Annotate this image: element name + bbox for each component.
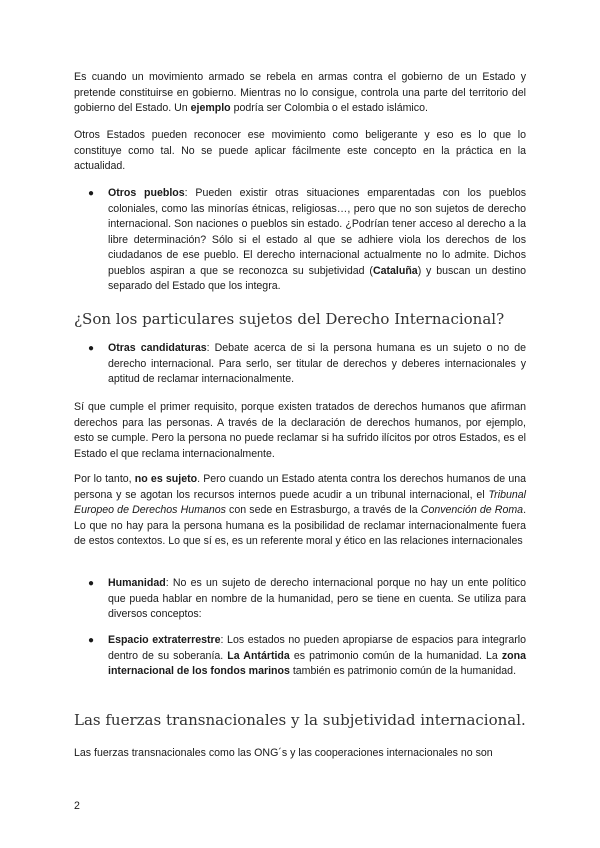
bullet-text bbox=[108, 633, 526, 680]
bullet-title: Humanidad bbox=[108, 577, 166, 589]
bold-term: ejemplo bbox=[190, 102, 231, 114]
bold-term: no es sujeto bbox=[134, 473, 198, 485]
bullet-marker-icon: ● bbox=[88, 578, 95, 589]
bullet-body: : No es un sujeto de derecho internacional porque no hay un ente político que pueda hablar en nombre de la humanidad, pero se tiene en cuenta. Se utiliza para diversos conceptos: bbox=[108, 577, 526, 620]
bullet-otras-candidaturas bbox=[88, 341, 526, 388]
bullet-text bbox=[108, 576, 526, 623]
bullet-body: también es patrimonio común de la humanidad. bbox=[289, 665, 517, 677]
bullet-marker-icon: ● bbox=[88, 635, 95, 646]
paragraph-no-es-sujeto bbox=[74, 472, 526, 550]
italic-term: Convención de Roma bbox=[420, 504, 524, 516]
paragraph-text: Las fuerzas transnacionales como las ONG´s y las cooperaciones internacionales no son bbox=[74, 747, 493, 759]
paragraph-text: Sí que cumple el primer requisito, porque existen tratados de derechos humanos que afirman derechos para las personas. A través de la declaración de derechos humanos, por ejemplo, esto se cumple. Pero la persona no puede reclamar si ha sufrido ilícitos por otros Estados, es el Estado el que reclama internacionalmente. bbox=[74, 401, 526, 460]
bullet-espacio-extraterrestre bbox=[88, 633, 526, 680]
bullet-text bbox=[108, 186, 526, 295]
bullet-marker-icon: ● bbox=[88, 188, 95, 199]
paragraph-text: Por lo tanto, bbox=[74, 473, 135, 485]
section-heading-particulares: ¿Son los particulares sujetos del Derecho Internacional? bbox=[74, 310, 505, 328]
section-heading-fuerzas-transnacionales: Las fuerzas transnacionales y la subjetividad internacional. bbox=[74, 711, 526, 729]
bullet-body: es patrimonio común de la humanidad. La bbox=[289, 649, 502, 662]
bullet-title: Otros pueblos bbox=[108, 187, 185, 199]
bullet-otros-pueblos bbox=[88, 186, 526, 295]
paragraph-text: Es cuando un movimiento armado se rebela en armas contra el gobierno de un Estado y pretende constituirse en gobierno. Mientras no lo consigue, controla una parte del territorio del gobierno del Estado. Un bbox=[74, 71, 526, 114]
bold-term: La Antártida bbox=[227, 649, 290, 662]
bullet-body: ) y buscan un destino separado del Estado que los integra. bbox=[108, 264, 527, 292]
paragraph-beligerancia bbox=[74, 70, 526, 117]
bullet-humanidad bbox=[88, 576, 526, 623]
bold-term: Cataluña bbox=[372, 264, 418, 277]
bullet-title: Otras candidaturas bbox=[108, 342, 207, 354]
bold-term: zona internacional de los fondos marinos bbox=[108, 649, 526, 677]
paragraph-text: podría ser Colombia o el estado islámico. bbox=[230, 102, 428, 114]
paragraph-reconocimiento bbox=[74, 128, 526, 175]
paragraph-fuerzas bbox=[74, 746, 526, 762]
italic-term: Tribunal Europeo de Derechos Humanos bbox=[74, 488, 526, 516]
paragraph-text: . Lo que no hay para la persona humana es la posibilidad de reclamar internacionalmente fuera de estos contextos. Lo que sí es, es un referente moral y ético en las relaciones internacionales bbox=[74, 504, 527, 547]
bullet-title: Espacio extraterrestre bbox=[108, 634, 221, 646]
bullet-body: : Pueden existir otras situaciones emparentadas con los pueblos coloniales, como las minorías étnicas, religiosas…, pero que no son sujetos de derecho internacional. Son naciones o pueblos sin estado. ¿Podrían tener acceso al derecho a la libre determinación? Sólo si el estado al que se adhiere viola los derechos de los ciudadanos de ese pueblo. El derecho internacional actualmente no lo admite. Dichos pueblos aspiran a que se reconozca su subjetividad ( bbox=[108, 187, 527, 277]
paragraph-text: Otros Estados pueden reconocer ese movimiento como beligerante y eso es lo que lo constituye como tal. No se puede aplicar fácilmente este concepto en la práctica en la actualidad. bbox=[74, 129, 526, 172]
bullet-body: : Debate acerca de si la persona humana es un sujeto o no de derecho internacional. Para serlo, ser titular de derechos y deberes internacionales y aptitud de reclamar internacionalmente. bbox=[108, 342, 526, 385]
page-number: 2 bbox=[74, 800, 80, 812]
paragraph-text: con sede en Estrasburgo, a través de la bbox=[225, 504, 421, 516]
paragraph-text: . Pero cuando un Estado atenta contra los derechos humanos de una persona y se agotan los recursos internos puede acudir a un tribunal internacional, el bbox=[74, 473, 527, 501]
bullet-marker-icon: ● bbox=[88, 343, 95, 354]
paragraph-requisito bbox=[74, 400, 526, 462]
bullet-body: : Los estados no pueden apropiarse de espacios para integrarlo dentro de su soberanía. bbox=[108, 634, 526, 662]
bullet-text bbox=[108, 341, 526, 388]
